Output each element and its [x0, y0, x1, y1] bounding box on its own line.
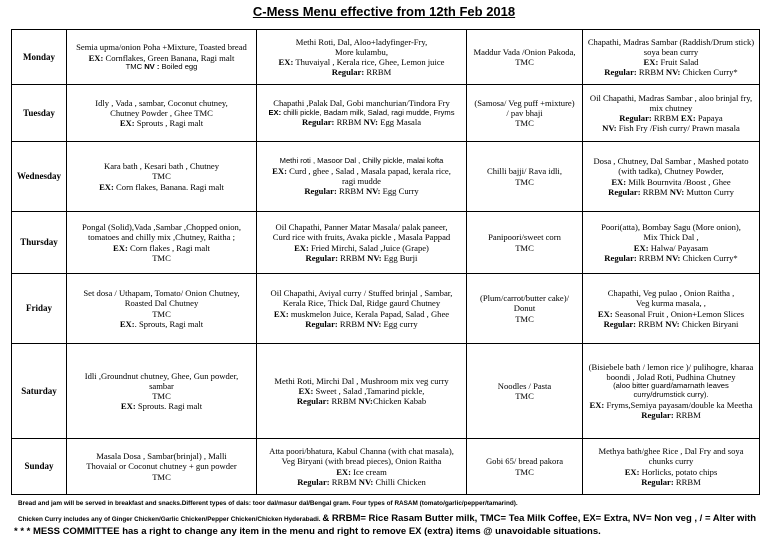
lunch-line: Regular: RRBM NV: Egg curry	[305, 318, 418, 329]
dinner-cell	[583, 439, 760, 495]
snacks-line: (Samosa/ Veg puff +mixture)	[474, 97, 575, 108]
dinner-cell	[583, 212, 760, 274]
dinner-cell	[583, 85, 760, 142]
dinner-line: Mix Thick Dal ,	[643, 232, 699, 243]
lunch-line: Veg Biryani (with bread pieces), Onion Raitha	[281, 456, 442, 467]
dinner-line: (with tadka), Chutney Powder,	[618, 166, 724, 177]
snacks-cell	[467, 212, 583, 274]
breakfast-cell	[67, 85, 257, 142]
lunch-line: Oil Chapathi, Panner Matar Masala/ palak paneer,	[275, 222, 448, 233]
footer-note-bread: Bread and jam will be served in breakfast and snacks.Different types of dals: toor dal/masur dal/Bengal gram. Four types of RASAM (tomato/garlic/pepper/tamarind).	[18, 500, 518, 507]
lunch-line: Regular: RRBM	[331, 67, 392, 78]
lunch-cell	[257, 85, 467, 142]
lunch-line: Kerala Rice, Thick Dal, Ridge gaurd Chutney	[282, 298, 441, 309]
breakfast-line: TMC	[152, 391, 171, 401]
footer-abbreviations: & RRBM= Rice Rasam Butter milk, TMC= Tea Milk Coffee, EX= Extra, NV= Non veg , / = Alter with	[322, 513, 757, 524]
dinner-line: curry/drumstick curry).	[633, 390, 709, 399]
lunch-line: Regular: RRBM NV: Egg Masala	[301, 117, 422, 128]
lunch-cell	[257, 344, 467, 439]
snacks-line: (Plum/carrot/butter cake)/	[479, 293, 569, 304]
lunch-line: EX: Ice cream	[336, 466, 387, 477]
dinner-line: Regular: RRBM NV: Chicken Biryani	[603, 318, 739, 329]
snacks-line: TMC	[515, 466, 534, 477]
breakfast-cell	[67, 274, 257, 344]
breakfast-line: sambar	[149, 380, 174, 391]
dinner-line: EX: Fruit Salad	[643, 57, 699, 67]
snacks-cell	[467, 274, 583, 344]
lunch-line: EX: Sweet , Salad ,Tamarind pickle,	[298, 385, 425, 396]
dinner-line: (Bisiebele bath / lemon rice )/ pulihogre, kharaa	[588, 361, 754, 372]
snacks-cell	[467, 142, 583, 212]
snacks-line: Donut	[513, 303, 536, 314]
lunch-line: EX: Curd , ghee , Salad , Masala papad, kerala rice,	[272, 165, 451, 176]
snacks-line: TMC	[515, 176, 534, 187]
lunch-line: EX: muskmelon Juice, Kerala Papad, Salad , Ghee	[273, 308, 450, 319]
snacks-line: TMC	[515, 313, 534, 324]
snacks-line: Chilli bajji/ Rava idli,	[487, 166, 562, 177]
menu-row-monday	[12, 30, 760, 85]
menu-row-saturday	[12, 344, 760, 439]
day-label: Friday	[12, 274, 67, 344]
snacks-line: TMC	[515, 57, 534, 67]
breakfast-line: Pongal (Solid),Vada ,Sambar ,Chopped onion,	[82, 222, 241, 233]
dinner-line: Oil Chapathi, Madras Sambar , aloo brinjal fry,	[589, 92, 753, 103]
dinner-line: boondi , Jolad Roti, Pudhina Chutney	[606, 371, 736, 382]
snacks-line: TMC	[515, 242, 534, 253]
lunch-line: Methi Roti, Mirchi Dal , Mushroom mix veg curry	[274, 375, 449, 386]
menu-row-thursday	[12, 212, 760, 274]
dinner-line: EX: Fryms,Semiya payasam/double ka Meetha	[589, 399, 753, 410]
lunch-line: Curd rice with fruits, Avaka pickle , Masala Pappad	[272, 232, 451, 243]
day-label: Thursday	[12, 212, 67, 274]
dinner-line: Regular: RRBM NV: Chicken Curry*	[604, 252, 738, 263]
dinner-line: soya bean curry	[643, 46, 699, 57]
dinner-line: Veg kurma masala, ,	[636, 298, 706, 309]
lunch-line: More kulambu,	[335, 46, 388, 57]
snacks-cell	[467, 30, 583, 85]
breakfast-line: TMC	[152, 471, 171, 482]
snacks-line: Gobi 65/ bread pakora	[485, 456, 564, 467]
lunch-line: Regular: RRBM NV: Egg Curry	[304, 186, 419, 197]
lunch-line: Methi Roti, Dal, Aloo+ladyfinger-Fry,	[295, 36, 428, 47]
breakfast-line: EX: Sprouts. Ragi malt	[120, 401, 203, 412]
menu-title: C-Mess Menu effective from 12th Feb 2018	[252, 4, 516, 19]
lunch-cell	[257, 274, 467, 344]
breakfast-line: TMC NV : Boiled egg	[125, 61, 198, 71]
dinner-line: NV: Fish Fry /Fish curry/ Prawn masala	[602, 123, 740, 134]
snacks-line: Panipoori/sweet corn	[488, 232, 561, 243]
snacks-line: TMC	[515, 391, 534, 401]
day-label: Monday	[12, 30, 67, 85]
dinner-line: Dosa , Chutney, Dal Sambar , Mashed potato	[593, 156, 749, 167]
breakfast-line: Masala Dosa , Sambar(brinjal) , Malli	[96, 451, 227, 462]
dinner-line: Regular: RRBM	[641, 410, 701, 421]
menu-table	[11, 29, 760, 495]
day-label: Sunday	[12, 439, 67, 495]
dinner-line: Chapathi, Veg pulao , Onion Raitha ,	[607, 288, 735, 299]
snacks-line: / pav bhaji	[506, 107, 543, 118]
dinner-line: Poori(atta), Bombay Sagu (More onion),	[601, 222, 741, 233]
footer-chicken-note: Chicken Curry includes any of Ginger Chicken/Garlic Chicken/Pepper Chicken/Chicken Hyderabadi.	[18, 516, 321, 523]
lunch-line: Chapathi ,Palak Dal, Gobi manchurian/Tindora Fry	[273, 98, 450, 109]
dinner-cell	[583, 142, 760, 212]
breakfast-line: Chutney Powder , Ghee TMC	[110, 107, 213, 118]
snacks-line: Noodles / Pasta	[497, 380, 552, 391]
lunch-line: Regular: RRBM NV:Chicken Kabab	[296, 396, 427, 407]
dinner-cell	[583, 274, 760, 344]
dinner-line: chunks curry	[648, 456, 694, 467]
breakfast-line: EX: Corn flakes , Ragi malt	[113, 242, 210, 253]
lunch-line: Atta poori/bhatura, Kabul Channa (with chat masala),	[269, 446, 454, 457]
lunch-line: Methi roti , Masoor Dal , Chilly pickle, malai kofta	[279, 155, 444, 165]
lunch-line: ragi mudde	[342, 175, 381, 186]
dinner-line: EX: Halwa/ Payasam	[633, 242, 709, 253]
lunch-line: EX: chilli pickle, Badam milk, Salad, ragi mudde, Fryms	[268, 107, 455, 117]
breakfast-line: EX: Sprouts , Ragi malt	[119, 118, 204, 129]
snacks-line: TMC	[515, 118, 534, 129]
dinner-line: Regular: RRBM	[641, 476, 701, 487]
dinner-line: Chapathi, Madras Sambar (Raddish/Drum stick)	[587, 36, 755, 47]
menu-row-sunday	[12, 439, 760, 495]
lunch-cell	[257, 439, 467, 495]
snacks-cell	[467, 344, 583, 439]
lunch-cell	[257, 142, 467, 212]
breakfast-line: Kara bath , Kesari bath , Chutney	[103, 161, 220, 172]
dinner-line: (aloo bitter guard/amarnath leaves	[613, 381, 729, 391]
lunch-line: Regular: RRBM NV: Egg Burji	[305, 252, 418, 263]
breakfast-line: Idli ,Groundnut chutney, Ghee, Gun powder,	[84, 370, 239, 381]
lunch-cell	[257, 212, 467, 274]
footer-committee-note: * * * MESS COMMITTEE has a right to change any item in the menu and right to remove EX (extra) items @ unavoidable situations.	[14, 526, 601, 537]
snacks-line: Maddur Vada /Onion Pakoda,	[473, 46, 576, 57]
lunch-line: EX: Thuvaiyal , Kerala rice, Ghee, Lemon juice	[278, 57, 445, 67]
menu-row-wednesday	[12, 142, 760, 212]
menu-row-tuesday	[12, 85, 760, 142]
lunch-cell	[257, 30, 467, 85]
breakfast-cell	[67, 212, 257, 274]
breakfast-line: EX:. Sprouts, Ragi malt	[119, 318, 204, 329]
breakfast-line: Semia upma/onion Poha +Mixture, Toasted bread	[76, 42, 247, 53]
breakfast-cell	[67, 30, 257, 85]
dinner-cell	[583, 344, 760, 439]
day-label: Saturday	[12, 344, 67, 439]
dinner-line: Regular: RRBM NV: Mutton Curry	[608, 186, 734, 197]
breakfast-line: Thovaial or Coconut chutney + gun powder	[86, 461, 237, 472]
breakfast-line: EX: Corn flakes, Banana. Ragi malt	[99, 181, 224, 192]
breakfast-line: Idly , Vada , sambar, Coconut chutney,	[95, 97, 228, 108]
day-label: Wednesday	[12, 142, 67, 212]
breakfast-cell	[67, 439, 257, 495]
snacks-cell	[467, 439, 583, 495]
menu-row-friday	[12, 274, 760, 344]
dinner-line: Regular: RRBM EX: Papaya	[619, 113, 723, 123]
dinner-cell	[583, 30, 760, 85]
lunch-line: Regular: RRBM NV: Chilli Chicken	[297, 476, 426, 487]
footer-note-legend	[18, 513, 756, 524]
dinner-line: EX: Milk Bournvita /Boost , Ghee	[611, 176, 731, 187]
dinner-line: Regular: RRBM NV: Chicken Curry*	[604, 67, 738, 78]
lunch-line: EX: Fried Mirchi, Salad ,Juice (Grape)	[294, 242, 429, 253]
day-label: Tuesday	[12, 85, 67, 142]
breakfast-line: tomatoes and chilly mix ,Chutney, Raitha ;	[88, 232, 235, 243]
breakfast-cell	[67, 142, 257, 212]
dinner-line: mix chutney	[649, 102, 693, 113]
breakfast-line: Roasted Dal Chutney	[124, 298, 199, 309]
breakfast-line: TMC	[152, 252, 171, 263]
breakfast-line: EX: Cornflakes, Green Banana, Ragi malt	[88, 52, 235, 63]
breakfast-line: TMC	[152, 171, 171, 182]
breakfast-line: TMC	[152, 308, 171, 319]
dinner-line: EX: Seasonal Fruit , Onion+Lemon Slices	[597, 308, 745, 319]
lunch-line: Oil Chapathi, Aviyal curry / Stuffed brinjal , Sambar,	[270, 288, 453, 299]
dinner-line: EX: Horlicks, potato chips	[624, 466, 718, 477]
breakfast-cell	[67, 344, 257, 439]
snacks-cell	[467, 85, 583, 142]
dinner-line: Methya bath/ghee Rice , Dal Fry and soya	[598, 446, 744, 457]
breakfast-line: Set dosa / Uthapam, Tomato/ Onion Chutney,	[83, 288, 240, 299]
